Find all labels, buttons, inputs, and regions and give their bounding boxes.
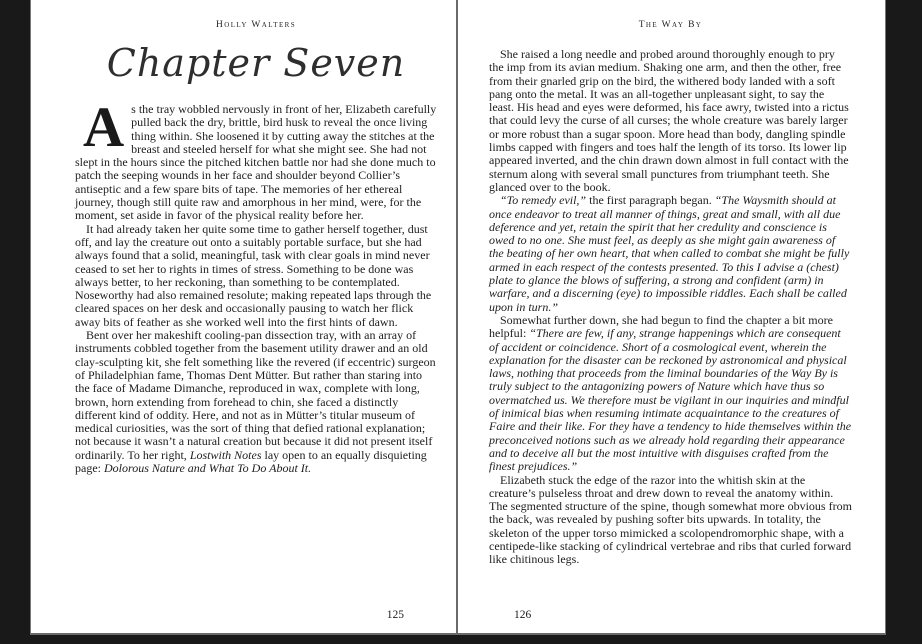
text-segment: lay open to an equally disquieting page: [75, 447, 427, 476]
text-segment: She raised a long needle and probed around thoroughly enough to pry the imp from its avian medium. Shaking one arm, and then the other, free from their gnarled grip on the bird, the withered body landed with a soft pang onto the metal. It was an all-together unpleasant sight, to say the least. His head and eyes were deformed, his face awry, twisted into a rictus that could levy the curse of all curses; the whole creature was barely larger or more robust than a sugar spoon. More head than body, dangling spindle limbs capped with fingers and toes half the length of its torso. Its lower lip appeared inverted, and the chin drawn down almost in full contact with the sternum along with several small punctures from triumphant teeth. She glanced over to the book. [489, 47, 849, 194]
page-number-left: 125 [386, 609, 404, 621]
quoted-passage: “The Waysmith should at once endeavor to treat all manner of things, great and small, with all due deference and yet, retain the spirit that her credulity and conscience is owed to no one. She must feel, as deeply as she might gain awareness of the beating of her own heart, that when called to combat she might be fully armed in each respect of the contests presented. To this I advise a (chest) plate to glance the blows of suffering, a strong and confident (arm) in warfare, and a discerning (eye) to impossible riddles. Each shall be called upon in turn.” [489, 193, 850, 314]
quoted-passage: “There are few, if any, strange happenings which are consequent of accident or coincidence. Short of a cosmological event, wherein the explanation for the disaster can be reckoned by astronomical and physical laws, nothing that proceeds from the liminal boundaries of the Way By is truly subject to the antagonizing powers of Nature which have thus so overmatched us. We therefore must be vigilant in our inquiries and mindful of inimical bias when resuming intimate acquaintance to the creatures of Faire and their like. For they have a tendency to hide themselves within the preconceived notions such as we already hold regarding their appearance and to deceive all but the most intuitive with disguises crafted from the finest prejudices.” [489, 326, 852, 474]
running-header-book-title: The Way By [638, 20, 703, 30]
page-number-right: 126 [514, 609, 532, 621]
quoted-passage: “To remedy evil,” [500, 193, 587, 208]
text-segment: the first paragraph began. [586, 193, 715, 208]
text-segment: Somewhat further down, she had begun to find the chapter a bit more helpful: [489, 312, 833, 341]
paragraph [75, 223, 437, 329]
text-segment: Bent over her makeshift cooling-pan dissection tray, with an array of instruments cobbled together from the basement utility drawer and an old clay-sculpting kit, she felt something like the revered (if eccentric) surgeon of Philadelphian fame, Thomas Dent Mütter. But rather than staring into the face of Madame Dimanche, reproduced in wax, complete with long, brown, horn extending from forehead to chin, she faced a distinctly different kind of oddity. Here, and not as in Mütter’s titular museum of medical curiosities, was the sort of thing that defied rational explanation; not because it wasn’t a natural creation but because it did not present itself ordinarily. To her right, [75, 328, 436, 462]
text-segment: s the tray wobbled nervously in front of her, Elizabeth carefully pulled back the dry, brittle, bird husk to reveal the once living thing within. She loosened it by cutting away the stitches at the breast and steeled herself for what she might see. She had not slept in the hours since the pitched kitchen battle nor had she done much to patch the seeping wounds in her face and shoulder beyond Collier’s antiseptic and a few spare bits of tape. The memories of her ethereal journey, though still quite raw and amorphous in her mind, were, for the moment, set aside in favor of the physical reality before her. [75, 102, 437, 223]
right-page-body [489, 48, 852, 567]
paragraph [489, 314, 852, 474]
chapter-page-title: Dolorous Nature and What To Do About It. [104, 461, 312, 476]
drop-cap: A [83, 96, 125, 159]
text-segment: Elizabeth stuck the edge of the razor into the whitish skin at the creature’s pulseless throat and drew down to reveal the anatomy within. The segmented structure of the spine, though somewhat more obvious from the back, was revealed by pushing softer bits upwards. In totality, the skeleton of the upper torso mimicked a scolopendromorphic shape, with a centipede-like stacking of cylindrical vertebrae and ribs that curled forward like chitinous legs. [489, 472, 852, 567]
paragraph [75, 96, 437, 223]
paragraph [489, 194, 852, 314]
text-segment: It had already taken her quite some time to gather herself together, dust off, and lay the creature out onto a suitably portable surface, but she had always found that a solid, meaningful, task with clear goals in mind never ceased to set her to rights in times of stress. Something to be done was always better, to her reckoning, than something to be contemplated. Noseworthy had also remained resolute; making repeated laps through the cleared spaces on her desk and occasionally pausing to watch her flick away bits of feather as she worked well into the first hints of dawn. [75, 221, 432, 329]
chapter-title: Chapter Seven [106, 41, 406, 85]
page-left [31, 0, 456, 633]
book-title-lostwith-notes: Lostwith Notes [189, 447, 262, 462]
left-page-body [75, 96, 437, 476]
paragraph [489, 474, 852, 567]
page-right [458, 0, 885, 633]
paragraph [75, 329, 437, 475]
running-header-author: Holly Walters [216, 20, 296, 30]
paragraph [489, 48, 852, 194]
book-spread [30, 0, 886, 635]
